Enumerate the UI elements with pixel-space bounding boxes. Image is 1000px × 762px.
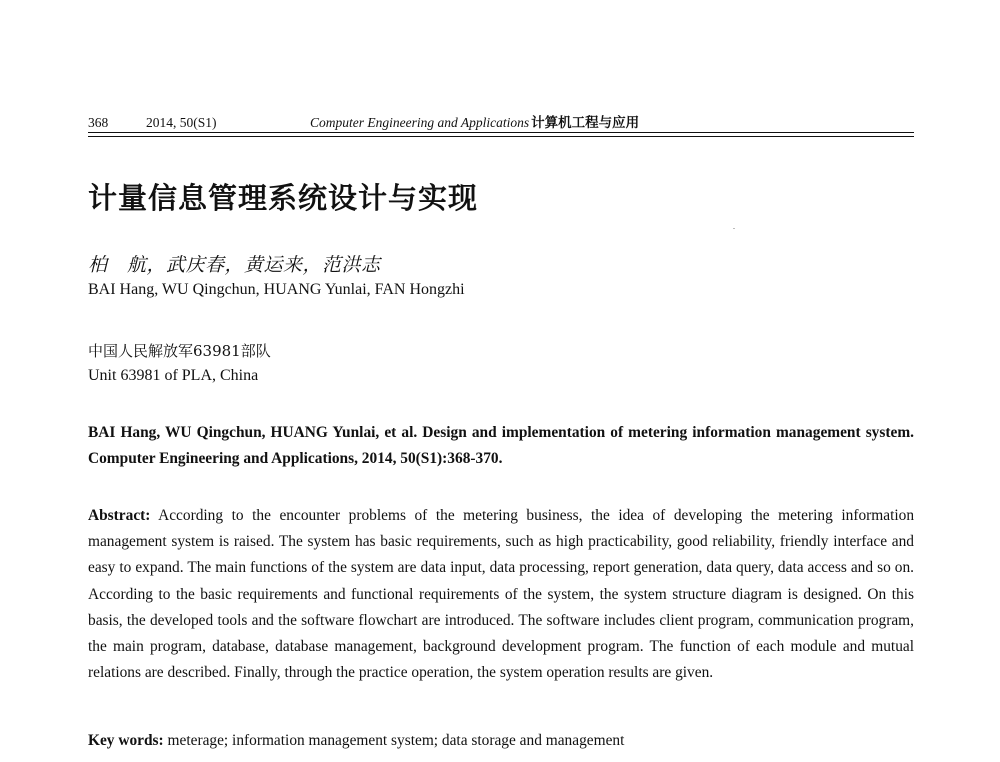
volume-issue: 2014, 50(S1) (146, 115, 217, 130)
article-title: 计量信息管理系统设计与实现 (88, 181, 479, 215)
journal-name-en: Computer Engineering and Applications (310, 115, 530, 130)
scan-speck (733, 228, 735, 229)
header-rule-thick (88, 132, 914, 133)
running-header (88, 112, 914, 134)
authors-chinese: 柏 航，武庆春，黄运来，范洪志 (88, 254, 381, 276)
abstract (88, 503, 914, 686)
keywords (88, 730, 914, 752)
journal-name (310, 114, 639, 132)
authors-english: BAI Hang, WU Qingchun, HUANG Yunlai, FAN Hongzhi (88, 281, 465, 298)
page-number: 368 (88, 115, 109, 130)
abstract-label: Abstract: (88, 507, 151, 524)
affiliation-chinese: 中国人民解放军63981部队 (88, 342, 271, 360)
citation: BAI Hang, WU Qingchun, HUANG Yunlai, et al. Design and implementation of metering information management system. Computer Engineering and Applications, 2014, 50(S1):368-370. (88, 424, 914, 467)
affiliation-english: Unit 63981 of PLA, China (88, 367, 259, 384)
abstract-text: According to the encounter problems of the metering business, the idea of developing the metering information management system is raised. The system has basic requirements, such as high practicability, good reliability, friendly interface and easy to expand. The main functions of the system are data input, data processing, report generation, data query, data access and so on. According to the basic requirements and functional requirements of the system, the system structure diagram is designed. On this basis, the developed tools and the software flowchart are introduced. The software includes client program, communication program, the main program, database, database management, background development program. The function of each module and mutual relations are described. Finally, through the practice operation, the system operation results are given. (88, 507, 915, 682)
keywords-text: meterage; information management system; data storage and management (167, 732, 625, 749)
header-rule-thin (88, 136, 914, 137)
keywords-label: Key words: (88, 732, 164, 749)
journal-name-cn: 计算机工程与应用 (531, 115, 640, 131)
